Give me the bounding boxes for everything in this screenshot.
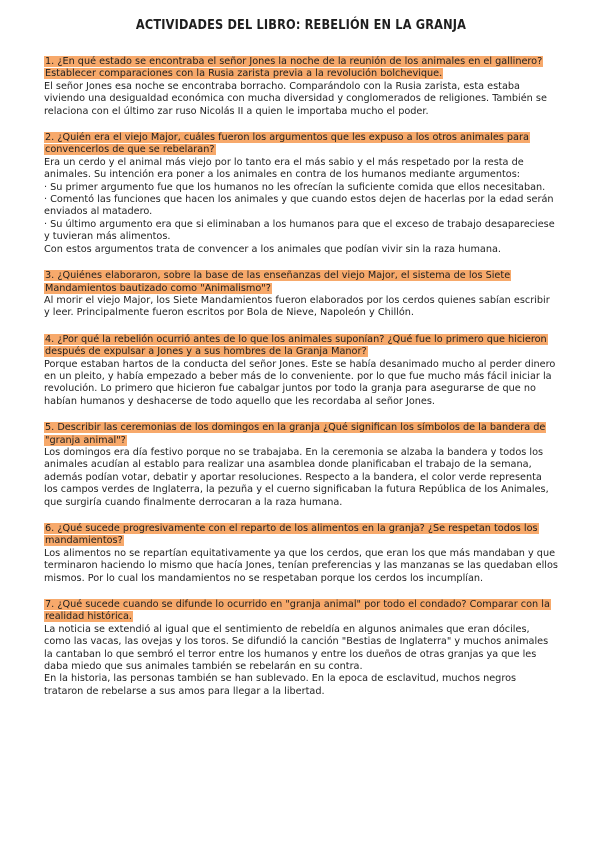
answer-paragraph: Porque estaban hartos de la conducta del señor Jones. Este se había desanimado mucho al perder dinero en un pleito, y había empezado a beber más de lo conveniente. por lo que fue mucho más fácil iniciar la revolución. Lo primero que hicieron fue cabalgar juntos por todo la granja para asegurarse de que no habían humanos y deshacerse de todo aquello que les recordaba al señor Jones. [44,358,556,407]
question-text [44,334,558,359]
question-text [44,523,558,548]
answer-text [44,624,558,698]
document-page [44,18,558,712]
answer-paragraph: Los alimentos no se repartían equitativamente ya que los cerdos, que eran los que más mandaban y que terminaron haciendo lo mismo que hacía Jones, tenían preferencias y las manzanas se las quedaban ellos mismos. Por lo cual los mandamientos no se respetaban porque los cerdos los incumplían. [44,547,558,584]
answer-paragraph: · Comentó las funciones que hacen los animales y que cuando estos dejen de hacerlas por la edad serán enviados al matadero. [44,194,554,218]
question-block-2 [44,132,558,256]
answer-paragraph: Con estos argumentos trata de convencer a los animales que podían vivir sin la raza humana. [44,243,501,255]
answer-paragraph: · Su último argumento era que si eliminaban a los humanos para que el exceso de trabajo desapareciese y tuvieran más alimentos. [44,218,555,243]
question-highlight: 6. ¿Qué sucede progresivamente con el reparto de los alimentos en la granja? ¿Se respetan todos los mandamientos? [45,523,538,547]
question-highlight: 2. ¿Quién era el viejo Major, cuáles fueron los argumentos que les expuso a los otros animales para convencerlos de que se rebelaran? [45,132,529,156]
answer-paragraph: Los domingos era día festivo porque no se trabajaba. En la ceremonia se alzaba la bandera y todos los animales acudían al establo para realizar una asamblea donde planificaban el trabajo de la semana, además podían votar, debatir y aportar resoluciones. Respecto a la bandera, el color verde representa los campos verdes de Inglaterra, la pezuña y el cuerno significaban la futura República de los Animales, que surgiría cuando finalmente derrocaran a la raza humana. [44,446,549,508]
answer-paragraph: Era un cerdo y el animal más viejo por lo tanto era el más sabio y el más respetado por la resta de animales. Su intención era poner a los animales en contra de los humanos mediante argumentos: [44,156,524,181]
answer-text [44,447,558,509]
question-list [44,56,558,698]
question-block-1 [44,56,558,118]
answer-paragraph: La noticia se extendió al igual que el sentimiento de rebeldía en algunos animales que eran dóciles, como las vacas, las ovejas y los toros. Se difundió la canción "Bestias de Inglaterra" y muchos animales la cantaban lo que sembró el terror entre los humanos y entre los dueños de otras granjas ya que les daba miedo que sus animales también se rebelarán en su contra. [44,623,549,673]
answer-paragraph: Al morir el viejo Major, los Siete Mandamientos fueron elaborados por los cerdos quienes sabían escribir y leer. Principalmente fueron escritos por Bola de Nieve, Napoleón y Chillón. [44,294,550,319]
answer-paragraph: En la historia, las personas también se han sublevado. En la epoca de esclavitud, muchos negros trataron de rebelarse a sus amos para llegar a la libertad. [44,673,517,697]
answer-text [44,359,558,409]
question-text [44,422,558,447]
question-text [44,56,558,81]
answer-paragraph: · Su primer argumento fue que los humanos no les ofrecían la suficiente comida que ellos necesitaban. [44,181,546,193]
answer-text [44,81,558,118]
question-text [44,270,558,295]
question-highlight: 1. ¿En qué estado se encontraba el señor Jones la noche de la reunión de los animales en el gallinero? Establecer comparaciones con la Rusia zarista previa a la revolución bolchevique. [45,56,543,80]
answer-paragraph: El señor Jones esa noche se encontraba borracho. Comparándolo con la Rusia zarista, esta estaba viviendo una desigualdad económica con mucha diversidad y conglomerados de religiones. También se relaciona con el último zar ruso Nicolás II a quien le importaba mucho el poder. [44,80,547,117]
question-block-6 [44,523,558,585]
question-block-5 [44,422,558,509]
answer-text [44,157,558,256]
question-highlight: 7. ¿Qué sucede cuando se difunde lo ocurrido en "granja animal" por todo el condado? Comparar con la realidad histórica. [45,599,550,623]
page-title: ACTIVIDADES DEL LIBRO: REBELIÓN EN LA GRANJA [135,18,467,33]
answer-text [44,548,558,585]
question-text [44,599,558,624]
question-block-4 [44,334,558,408]
question-block-3 [44,270,558,320]
question-highlight: 5. Describir las ceremonias de los domingos en la granja ¿Qué significan los símbolos de la bandera de "granja animal"? [45,422,546,446]
question-block-7 [44,599,558,698]
question-text [44,132,558,157]
question-highlight: 4. ¿Por qué la rebelión ocurrió antes de lo que los animales suponían? ¿Qué fue lo primero que hicieron después de expulsar a Jones y a sus hombres de la Granja Manor? [45,333,547,358]
question-highlight: 3. ¿Quiénes elaboraron, sobre la base de las enseñanzas del viejo Major, el sistema de los Siete Mandamientos bautizado como "Animalismo"? [45,270,511,294]
answer-text [44,295,558,320]
